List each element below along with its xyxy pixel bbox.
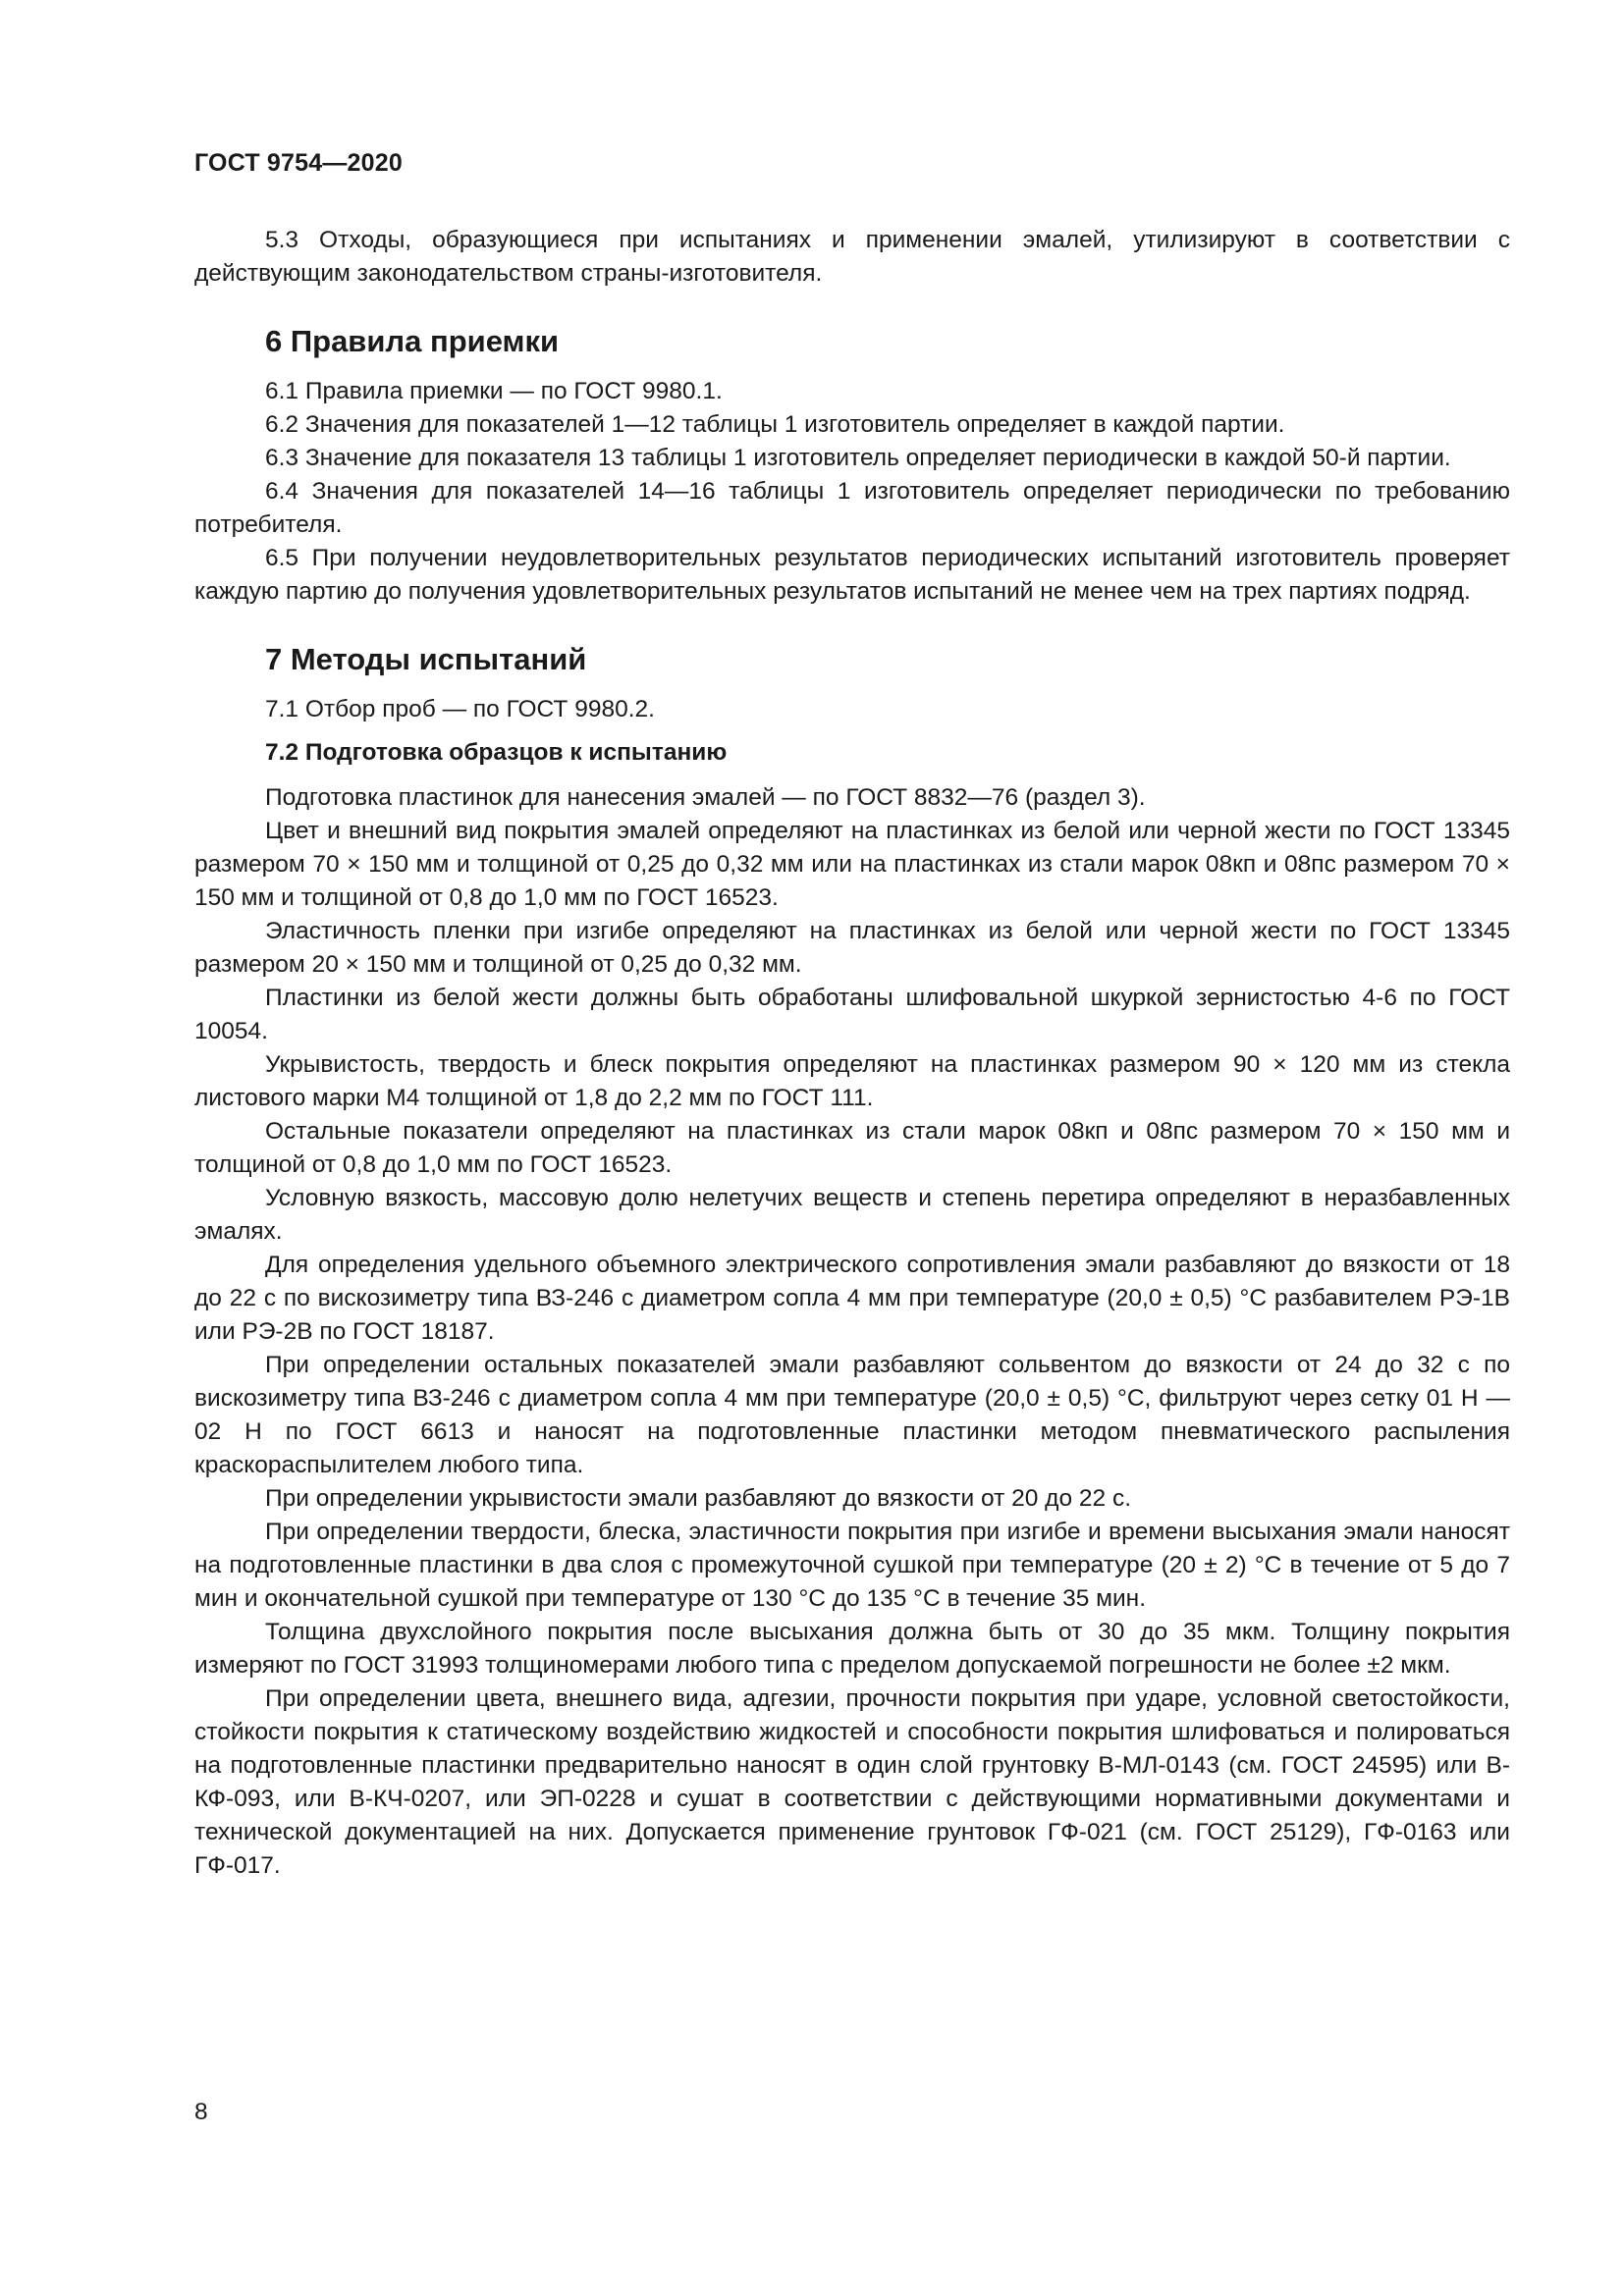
document-code-header: ГОСТ 9754—2020: [194, 149, 403, 177]
paragraph-7-2-item: Цвет и внешний вид покрытия эмалей определяют на пластинках из белой или черной жести по ГОСТ 13345 размером 70 × 150 мм и толщиной от 0,25 до 0,32 мм или на пластинках из стали марок 08кп и 08пс размером 70 × 150 мм и толщиной от 0,8 до 1,0 мм по ГОСТ 16523.: [194, 818, 1510, 911]
paragraph-7-2-item: При определении твердости, блеска, эластичности покрытия при изгибе и времени высыхания эмали наносят на подготовленные пластинки в два слоя с промежуточной сушкой при температуре (20 ± 2) °С в течение от 5 до 7 мин и окончательной сушкой при температуре от 130 °С до 135 °С в течение 35 мин.: [194, 1519, 1510, 1612]
paragraph-7-2-item: Остальные показатели определяют на пластинках из стали марок 08кп и 08пс размером 70 × 150 мм и толщиной от 0,8 до 1,0 мм по ГОСТ 16523.: [194, 1118, 1510, 1178]
paragraph-7-2-item: Пластинки из белой жести должны быть обработаны шлифовальной шкуркой зернистостью 4-6 по ГОСТ 10054.: [194, 985, 1510, 1044]
paragraph-7-1: 7.1 Отбор проб — по ГОСТ 9980.2.: [265, 696, 655, 722]
paragraph-6-1: 6.1 Правила приемки — по ГОСТ 9980.1.: [265, 378, 723, 404]
document-body: [194, 224, 1510, 1883]
paragraph-6-5: 6.5 При получении неудовлетворительных результатов периодических испытаний изготовитель проверяет каждую партию до получения удовлетворительных результатов испытаний не менее чем на трех партиях подряд.: [194, 545, 1510, 605]
paragraph-7-2-item: При определении цвета, внешнего вида, адгезии, прочности покрытия при ударе, условной светостойкости, стойкости покрытия к статическому воздействию жидкостей и способности покрытия шлифоваться и полироваться на подготовленные пластинки предварительно наносят в один слой грунтовку В-МЛ-0143 (см. ГОСТ 24595) или В-КФ-093, или В-КЧ-0207, или ЭП-0228 и сушат в соответствии с действующими нормативными документами и технической документацией на них. Допускается применение грунтовок ГФ-021 (см. ГОСТ 25129), ГФ-0163 или ГФ-017.: [194, 1685, 1510, 1879]
page-number: 8: [194, 2099, 208, 2125]
paragraph-7-2-item: Толщина двухслойного покрытия после высыхания должна быть от 30 до 35 мкм. Толщину покрытия измеряют по ГОСТ 31993 толщиномерами любого типа с пределом допускаемой погрешности не более ±2 мкм.: [194, 1619, 1510, 1679]
paragraph-7-2-item: Для определения удельного объемного электрического сопротивления эмали разбавляют до вязкости от 18 до 22 с по вискозиметру типа ВЗ-246 с диаметром сопла 4 мм при температуре (20,0 ± 0,5) °С разбавителем РЭ-1В или РЭ-2В по ГОСТ 18187.: [194, 1252, 1510, 1345]
paragraph-7-2-item: Условную вязкость, массовую долю нелетучих веществ и степень перетира определяют в неразбавленных эмалях.: [194, 1185, 1510, 1245]
section-6-title: 6 Правила приемки: [265, 324, 560, 358]
paragraph-7-2-item: Подготовка пластинок для нанесения эмалей — по ГОСТ 8832—76 (раздел 3).: [265, 784, 1146, 811]
paragraph-7-2-item: Эластичность пленки при изгибе определяют на пластинках из белой или черной жести по ГОСТ 13345 размером 20 × 150 мм и толщиной от 0,25 до 0,32 мм.: [194, 918, 1510, 978]
section-7-title: 7 Методы испытаний: [265, 642, 587, 676]
paragraph-5-3: 5.3 Отходы, образующиеся при испытаниях и применении эмалей, утилизируют в соответствии с действующим законодательством страны-изготовителя.: [194, 227, 1510, 287]
subsection-7-2-title: 7.2 Подготовка образцов к испытанию: [265, 739, 728, 766]
paragraph-6-4: 6.4 Значения для показателей 14—16 таблицы 1 изготовитель определяет периодически по требованию потребителя.: [194, 478, 1510, 538]
paragraph-6-3: 6.3 Значение для показателя 13 таблицы 1 изготовитель определяет периодически в каждой 50-й партии.: [265, 445, 1451, 471]
paragraph-6-2: 6.2 Значения для показателей 1—12 таблицы 1 изготовитель определяет в каждой партии.: [265, 411, 1285, 438]
paragraph-7-2-item: При определении остальных показателей эмали разбавляют сольвентом до вязкости от 24 до 32 с по вискозиметру типа ВЗ-246 с диаметром сопла 4 мм при температуре (20,0 ± 0,5) °С, фильтруют через сетку 01 Н — 02 Н по ГОСТ 6613 и наносят на подготовленные пластинки методом пневматического распыления краскораспылителем любого типа.: [194, 1352, 1510, 1478]
paragraph-7-2-item: При определении укрывистости эмали разбавляют до вязкости от 20 до 22 с.: [265, 1485, 1131, 1512]
paragraph-7-2-item: Укрывистость, твердость и блеск покрытия определяют на пластинках размером 90 × 120 мм из стекла листового марки М4 толщиной от 1,8 до 2,2 мм по ГОСТ 111.: [194, 1051, 1510, 1111]
